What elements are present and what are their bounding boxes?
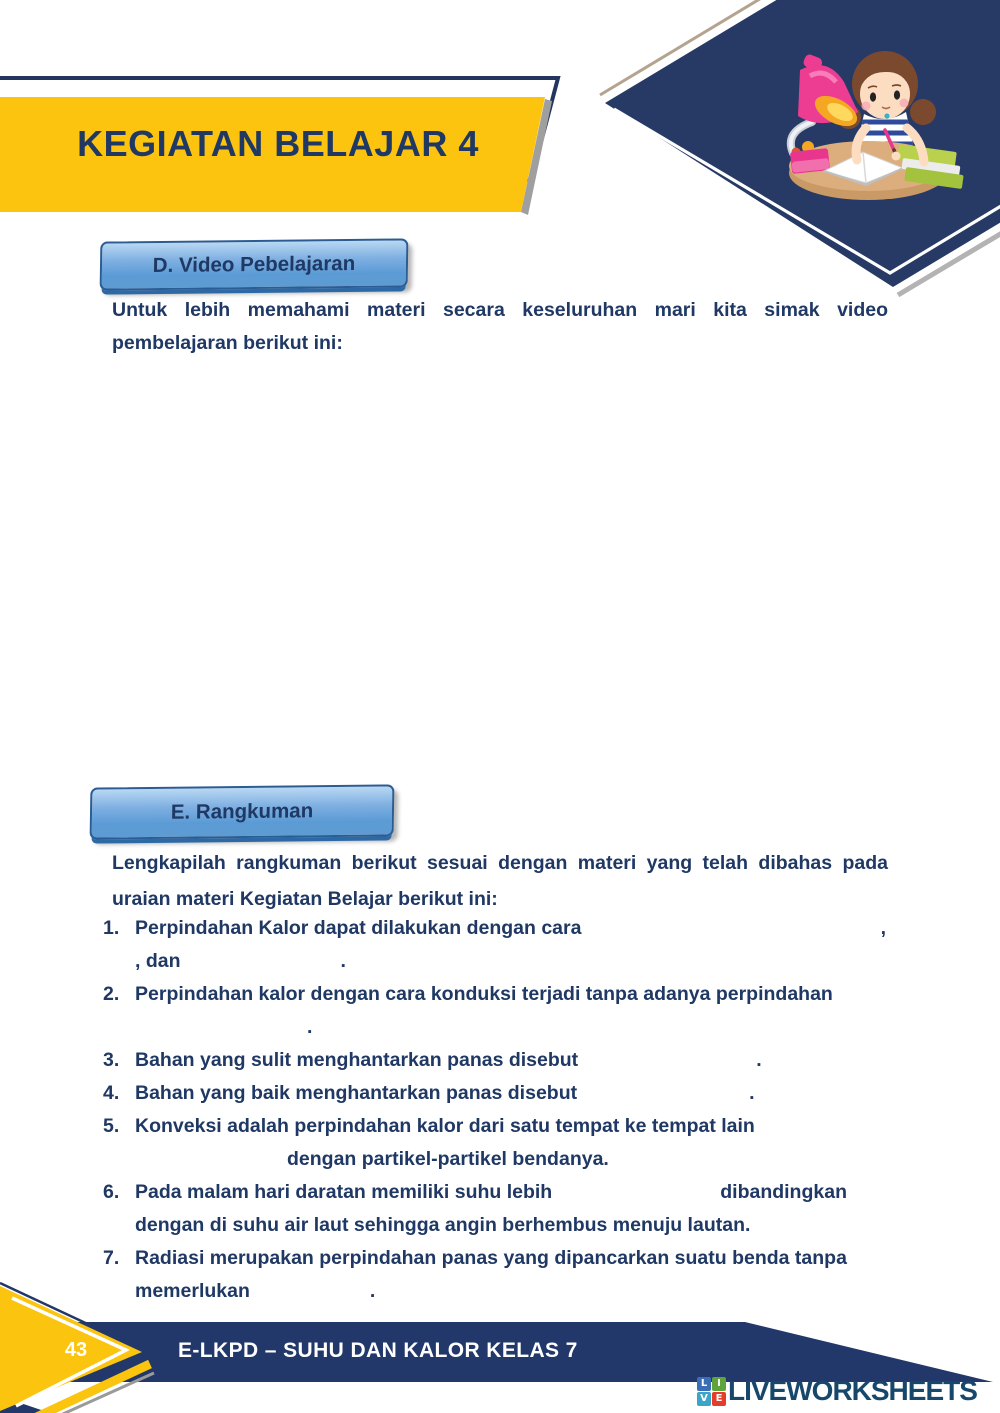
item-text: Perpindahan kalor dengan cara konduksi terjadi tanpa adanya perpindahan [135,983,833,1005]
section-e-button[interactable] [90,784,395,839]
answer-blank[interactable] [577,1097,749,1099]
answer-blank[interactable] [135,1031,307,1033]
item-number: 1. [103,917,120,939]
item-number: 5. [103,1115,120,1137]
list-item-6-line-2 [135,1209,886,1242]
item-text: Pada malam hari daratan memiliki suhu lebih [135,1181,553,1203]
item-number: 4. [103,1082,120,1104]
item-text: dengan partikel-partikel bendanya. [287,1148,609,1170]
footer-band-label: E-LKPD – SUHU DAN KALOR KELAS 7 [178,1339,578,1362]
list-item-3-line-1 [103,1044,886,1077]
page-title: KEGIATAN BELAJAR 4 [77,123,479,164]
answer-blank[interactable] [578,1064,756,1066]
logo-block-l: L [697,1377,711,1391]
item-punct: . [307,1016,313,1038]
answer-blank[interactable] [552,1196,720,1198]
item-text: , dan [135,950,181,972]
item-number: 2. [103,983,120,1005]
item-text: dibandingkan [720,1181,847,1203]
item-number: 7. [103,1247,120,1269]
item-text: Konveksi adalah perpindahan kalor dari satu tempat ke tempat lain [135,1115,755,1137]
section-e-button-label: E. Rangkuman [170,799,314,824]
list-item-4-line-1 [103,1077,886,1110]
logo-block-v: V [697,1392,711,1406]
corner-diamond [600,0,1000,295]
list-item-6-line-1 [103,1176,886,1209]
answer-blank[interactable] [581,932,880,934]
liveworksheets-wordmark: LIVEWORKSHEETS [728,1375,977,1406]
item-number: 6. [103,1181,120,1203]
list-item-2-line-1 [103,978,886,1011]
item-text: Radiasi merupakan perpindahan panas yang dipancarkan suatu benda tanpa [135,1247,847,1269]
list-item-5-line-1 [103,1110,886,1143]
section-e-intro [112,845,888,917]
list-item-1-line-2 [135,945,886,978]
item-number: 3. [103,1049,120,1071]
intro-line-2: uraian materi Kegiatan Belajar berikut ini: [112,888,498,910]
item-text: memerlukan [135,1280,250,1302]
intro-line-1: Lengkapilah rangkuman berikut sesuai dengan materi yang telah dibahas pada [112,852,888,874]
item-text: Bahan yang baik menghantarkan panas disebut [135,1082,578,1104]
intro-line-1: Untuk lebih memahami materi secara keseluruhan mari kita simak video [112,299,888,321]
page-number: 43 [64,1339,88,1361]
item-text: Perpindahan Kalor dapat dilakukan dengan cara [135,917,582,939]
item-punct: . [340,950,346,972]
section-d-button[interactable] [100,238,409,290]
list-item-2-line-2 [135,1011,886,1044]
item-text: Bahan yang sulit menghantarkan panas disebut [135,1049,579,1071]
section-d-intro [112,294,888,360]
liveworksheets-blocks-icon [697,1377,726,1406]
item-punct: . [756,1049,762,1071]
answer-blank[interactable] [135,1163,287,1165]
liveworksheets-logo[interactable] [697,1375,977,1407]
logo-block-e: E [712,1392,726,1406]
list-item-1-line-1 [103,912,886,945]
list-item-7-line-1 [103,1242,886,1275]
list-item-5-line-2 [135,1143,886,1176]
answer-blank[interactable] [181,965,341,967]
item-text: dengan di suhu air laut sehingga angin berhembus menuju lautan. [135,1214,751,1236]
item-punct: , [880,917,886,939]
intro-line-2: pembelajaran berikut ini: [112,332,343,354]
logo-block-i: I [712,1377,726,1391]
item-punct: . [749,1082,755,1104]
item-punct: . [369,1280,376,1302]
section-d-button-label: D. Video Pebelajaran [152,251,356,277]
